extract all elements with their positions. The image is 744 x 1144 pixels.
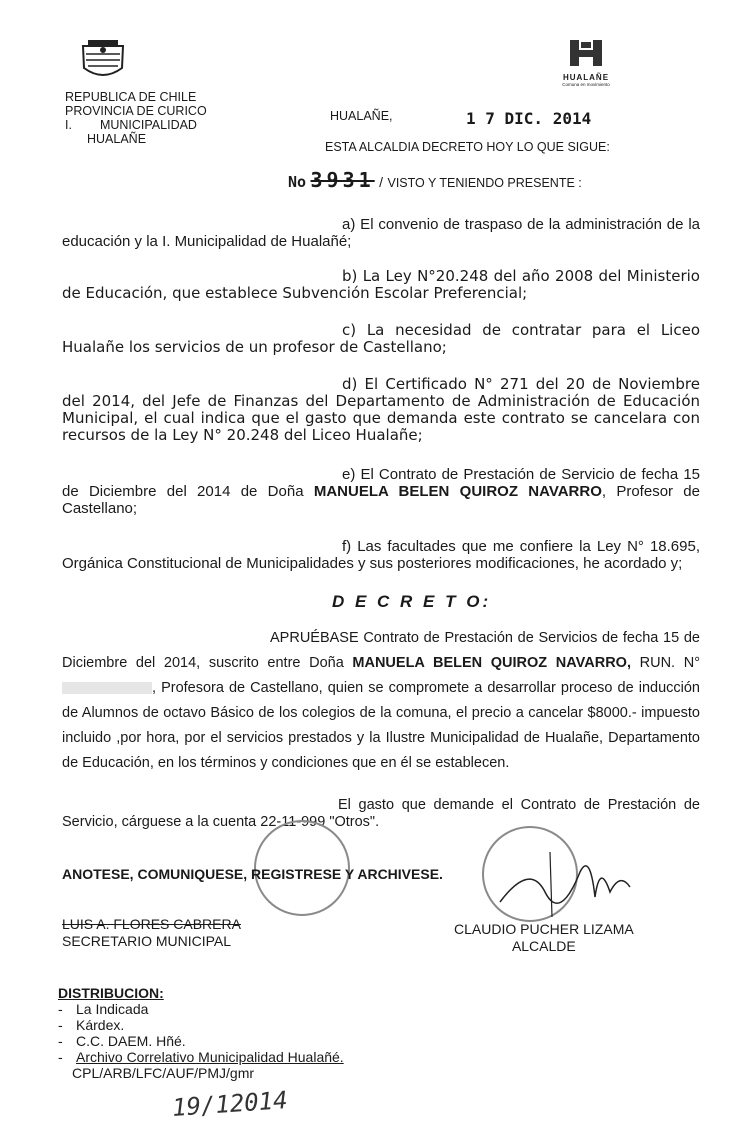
provincia-label: PROVINCIA DE CURICO	[65, 104, 207, 118]
decree-number-line: No 3931 / VISTO Y TENIENDO PRESENTE :	[288, 168, 582, 192]
distribucion-item: - Kárdex.	[58, 1017, 125, 1033]
visto-e: e) El Contrato de Prestación de Servicio de fecha 15 de Diciembre del 2014 de Doña MANUELA BELEN QUIROZ NAVARRO, Profesor de Castellano;	[62, 466, 701, 517]
municipalidad-label: I. MUNICIPALIDAD	[65, 118, 197, 132]
place-label: HUALAÑE,	[330, 109, 393, 123]
handwritten-date: 19/12014	[171, 1086, 289, 1122]
distribucion-initials: CPL/ARB/LFC/AUF/PMJ/gmr	[72, 1065, 255, 1081]
resolution-paragraph: APRUÉBASE Contrato de Prestación de Servicios de fecha 15 de Diciembre del 2014, suscrito entre Doña MANUELA BELEN QUIROZ NAVARRO, RUN. N° , Profesora de Castellano, quien se compromete a desarrollar proceso de inducción de Alumnos de octavo Básico de los colegios de la comuna, el precio a cancelar $8000.- impuesto incluido ,por hora, por el servicios prestados y la Ilustre Municipalidad de Hualañe, Departamento de Educación, en los términos y condiciones que en él se establecen.	[62, 630, 700, 771]
visto-d: d) El Certificado N° 271 del 20 de Noviembre del 2014, del Jefe de Finanzas del Departamento de Administración de Educación Municipal, el cual indica que el gasto que demanda este contrato se cancelara con recursos de la Ley N° 20.248 del Liceo Hualañe;	[62, 375, 700, 444]
decreto-title: D E C R E T O:	[332, 592, 492, 611]
distribucion-item: - Archivo Correlativo Municipalidad Hualañé.	[58, 1049, 344, 1065]
secretario-title: SECRETARIO MUNICIPAL	[62, 933, 232, 949]
hualane-logo	[556, 38, 616, 93]
visto-f: f) Las facultades que me confiere la Ley N° 18.695, Orgánica Constitucional de Municipalidades y sus posteriores modificaciones, he acordado y;	[62, 538, 700, 572]
alcalde-name: CLAUDIO PUCHER LIZAMA	[454, 921, 634, 937]
decreto-header-line: ESTA ALCALDIA DECRETO HOY LO QUE SIGUE:	[325, 140, 610, 154]
visto-label: VISTO Y TENIENDO PRESENTE :	[387, 176, 582, 190]
distribucion-title: DISTRIBUCION:	[58, 985, 164, 1001]
logo-subtitle: Comuna en movimiento	[562, 82, 610, 87]
visto-b: b) La Ley N°20.248 del año 2008 del Ministerio de Educación, que establece Subvención Escolar Preferencial;	[62, 267, 700, 302]
distribucion-block	[58, 985, 344, 1081]
alcalde-signature	[490, 842, 640, 922]
visto-c: c) La necesidad de contratar para el Liceo Hualañe los servicios de un profesor de Castellano;	[62, 321, 700, 356]
header-left-block	[65, 90, 207, 146]
distribucion-item: - C.C. DAEM. Hñé.	[58, 1033, 186, 1049]
redacted-run	[62, 682, 152, 694]
closing-statement: ANOTESE, COMUNIQUESE, REGISTRESE Y ARCHIVESE.	[62, 866, 443, 882]
alcalde-title: ALCALDE	[511, 938, 576, 954]
secretario-name: LUIS A. FLORES CABRERA	[62, 916, 241, 932]
secretario-signature-block	[62, 916, 241, 950]
date-stamp: 1 7 DIC. 2014	[466, 109, 592, 128]
republica-label: REPUBLICA DE CHILE	[65, 90, 197, 104]
distribucion-item: - La Indicada	[58, 1001, 149, 1017]
decree-number: 3931	[310, 168, 375, 192]
logo-name: HUALAÑE	[562, 73, 610, 82]
alcalde-signature-block	[454, 921, 634, 955]
coat-of-arms-logo	[78, 38, 128, 82]
comuna-label: HUALAÑE	[87, 132, 147, 146]
number-prefix: No	[288, 173, 307, 191]
gasto-paragraph: El gasto que demande el Contrato de Prestación de Servicio, cárguese a la cuenta 22-11-999 "Otros".	[62, 797, 700, 830]
visto-a: a) El convenio de traspaso de la administración de la educación y la I. Municipalidad de Hualañé;	[62, 216, 701, 250]
